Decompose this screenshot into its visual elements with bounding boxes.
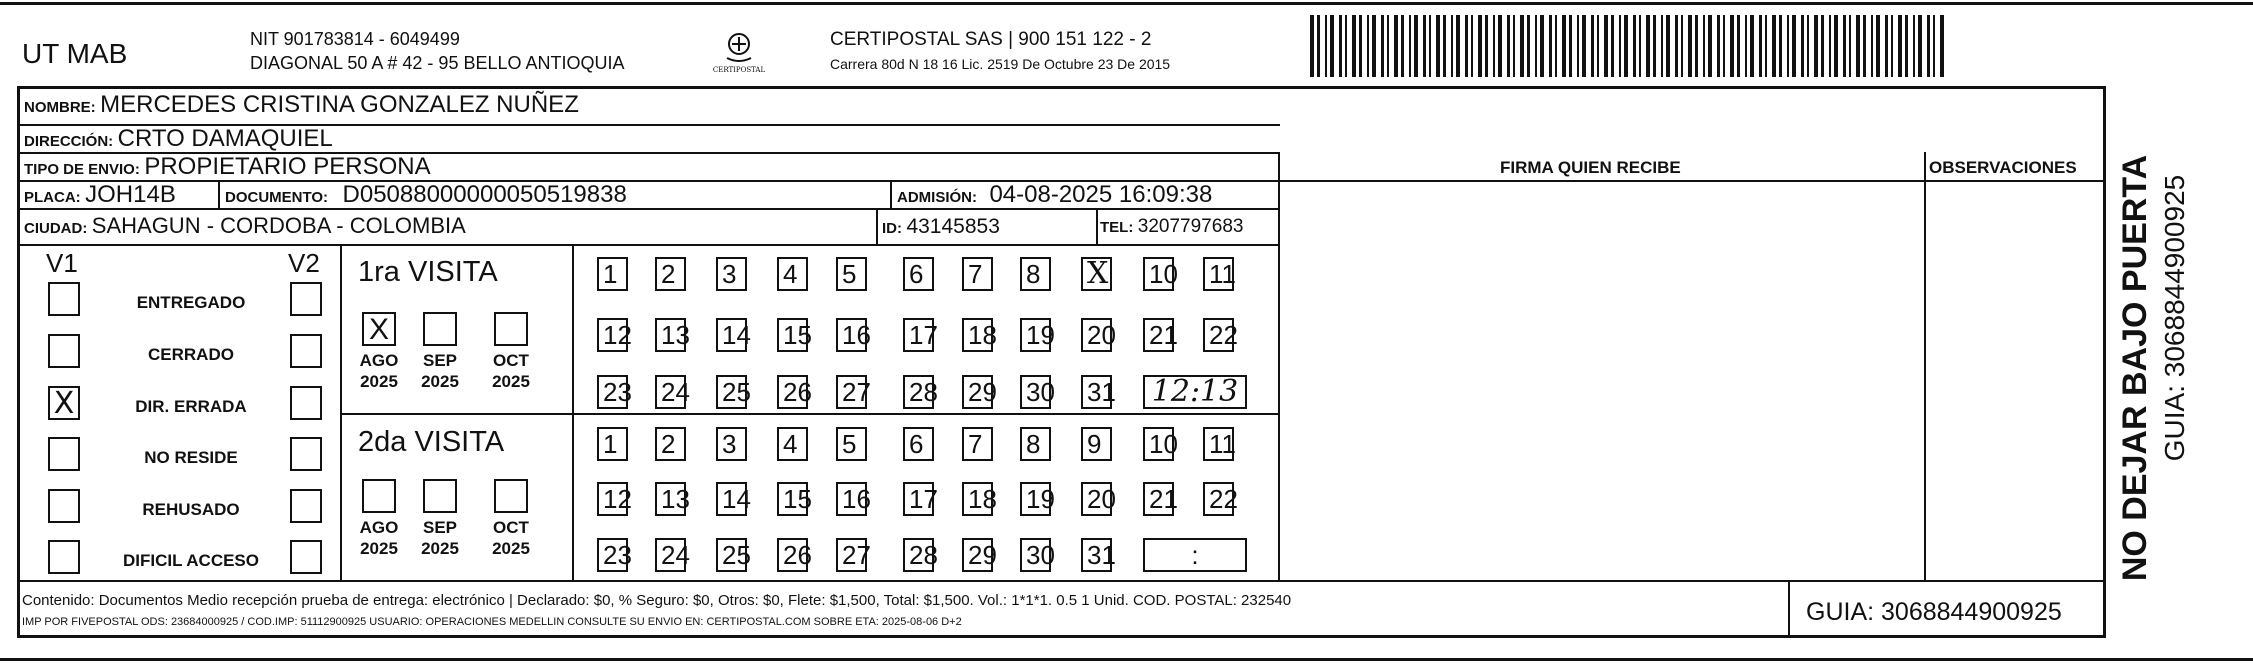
month-checkbox[interactable] [494, 312, 528, 346]
signature-header: FIRMA QUIEN RECIBE [1500, 158, 1681, 177]
year-label: 2025 [492, 539, 530, 558]
day-box[interactable]: 17 [903, 482, 934, 516]
visit-divider [572, 244, 574, 580]
footer-print-line: IMP POR FIVEPOSTAL ODS: 23684000925 / COD.IMP: 51112900925 USUARIO: OPERACIONES MEDELLIN CONSULTE SU ENVIO EN: CERTIPOSTAL.COM SOBRE ETA: 2025-08-06 D+2 [22, 616, 962, 628]
day-box[interactable]: 5 [836, 257, 867, 291]
certipostal-logo [710, 28, 768, 78]
month-label: OCT [493, 518, 529, 537]
admission-cell [897, 183, 1212, 207]
cell-divider [218, 180, 220, 208]
month-label: SEP [422, 518, 458, 537]
day-box[interactable]: 12 [597, 482, 628, 516]
v2-checkbox[interactable] [290, 540, 322, 574]
visit-separator [340, 413, 573, 415]
day-box[interactable]: 27 [836, 375, 867, 409]
day-box[interactable]: 17 [903, 318, 934, 352]
month-label: OCT [493, 351, 529, 370]
recipient-address: CRTO DAMAQUIEL [117, 125, 333, 152]
day-box[interactable]: 3 [716, 427, 747, 461]
v1-checkbox[interactable] [48, 437, 80, 471]
v1-checkbox[interactable]: X [48, 386, 80, 420]
logo-text: CERTIPOSTAL [712, 66, 766, 74]
day-box[interactable]: 8 [1020, 427, 1051, 461]
day-box[interactable]: 11 [1203, 427, 1234, 461]
address-row [24, 127, 333, 151]
day-box[interactable]: 30 [1020, 538, 1051, 572]
visit1-title: 1ra VISITA [358, 256, 498, 288]
day-box[interactable]: 4 [777, 427, 808, 461]
day-box[interactable]: 15 [777, 482, 808, 516]
status-label: REHUSADO [142, 500, 240, 519]
admission-label: ADMISIÓN: [897, 189, 977, 206]
day-box[interactable]: 18 [962, 318, 993, 352]
day-box[interactable]: 16 [836, 482, 867, 516]
day-box[interactable]: 19 [1020, 482, 1051, 516]
type-row [24, 155, 431, 179]
day-box[interactable]: 13 [655, 482, 686, 516]
row-divider [17, 244, 1280, 246]
year-label: 2025 [421, 372, 459, 391]
status-label: NO RESIDE [144, 448, 238, 467]
month-checkbox[interactable] [423, 312, 457, 346]
city-value: SAHAGUN - CORDOBA - COLOMBIA [91, 213, 466, 238]
v1-checkbox[interactable] [48, 282, 80, 316]
month-label: AGO [359, 518, 399, 537]
day-box[interactable]: 12 [597, 318, 628, 352]
carrier-line: CERTIPOSTAL SAS | 900 151 122 - 2 [830, 29, 1152, 50]
day-box[interactable]: 20 [1081, 482, 1112, 516]
bottom-rule [0, 658, 2253, 661]
id-cell [882, 216, 1000, 237]
footer-divider [17, 580, 2106, 582]
cell-divider [890, 180, 892, 208]
day-box[interactable]: 1 [597, 257, 628, 291]
v2-checkbox[interactable] [290, 334, 322, 368]
status-label: ENTREGADO [136, 293, 246, 312]
id-label: ID: [882, 220, 902, 237]
year-label: 2025 [492, 372, 530, 391]
day-box[interactable]: 31 [1081, 538, 1112, 572]
v2-checkbox[interactable] [290, 437, 322, 471]
shipment-type: PROPIETARIO PERSONA [144, 153, 431, 180]
day-box[interactable]: 26 [777, 538, 808, 572]
day-box[interactable]: 24 [655, 375, 686, 409]
day-box[interactable]: 22 [1203, 318, 1234, 352]
time-box[interactable]: 12:13 [1143, 375, 1247, 409]
year-label: 2025 [360, 372, 398, 391]
day-box[interactable]: 23 [597, 375, 628, 409]
barcode [1310, 15, 1950, 77]
top-rule [0, 2, 2253, 5]
day-box[interactable]: 7 [962, 427, 993, 461]
name-label: NOMBRE: [24, 99, 96, 116]
status-divider [340, 244, 342, 580]
day-box[interactable]: 10 [1143, 257, 1174, 291]
v1-checkbox[interactable] [48, 489, 80, 523]
v1-checkbox[interactable] [48, 540, 80, 574]
observations-left-border [1924, 152, 1926, 580]
day-box[interactable]: 29 [962, 375, 993, 409]
year-label: 2025 [360, 539, 398, 558]
v2-checkbox[interactable] [290, 282, 322, 316]
day-box[interactable]: 6 [903, 427, 934, 461]
day-box[interactable]: 28 [903, 538, 934, 572]
day-box[interactable]: 16 [836, 318, 867, 352]
type-label: TIPO DE ENVIO: [24, 161, 140, 178]
day-box[interactable]: 18 [962, 482, 993, 516]
id-value: 43145853 [906, 215, 1000, 238]
side-guide-number: GUIA: 3068844900925 [2159, 174, 2190, 462]
footer-guide-number: GUIA: 3068844900925 [1806, 598, 2062, 626]
day-box[interactable]: 5 [836, 427, 867, 461]
day-box[interactable]: 20 [1081, 318, 1112, 352]
month-checkbox[interactable] [362, 479, 396, 513]
tel-value: 3207797683 [1137, 216, 1244, 237]
observations-header: OBSERVACIONES [1929, 158, 2077, 177]
day-box[interactable]: 2 [655, 257, 686, 291]
month-checkbox[interactable] [423, 479, 457, 513]
day-box[interactable]: 31 [1081, 375, 1112, 409]
day-box[interactable]: 26 [777, 375, 808, 409]
address-label: DIRECCIÓN: [24, 133, 114, 150]
day-box[interactable]: 11 [1203, 257, 1234, 291]
plate-cell [24, 183, 176, 207]
day-box[interactable]: X [1081, 257, 1112, 291]
plate-label: PLACA: [24, 189, 81, 206]
license-line: Carrera 80d N 18 16 Lic. 2519 De Octubre 23 De 2015 [830, 56, 1171, 72]
city-cell [24, 215, 466, 237]
side-panel-border [2104, 86, 2106, 638]
day-box[interactable]: 29 [962, 538, 993, 572]
month-checkbox[interactable]: X [362, 312, 396, 346]
visit2-title: 2da VISITA [358, 426, 505, 458]
month-label: AGO [359, 351, 399, 370]
v1-checkbox[interactable] [48, 334, 80, 368]
v1-label: V1 [46, 248, 78, 278]
day-box[interactable]: 21 [1143, 482, 1174, 516]
day-box[interactable]: 30 [1020, 375, 1051, 409]
day-box[interactable]: 8 [1020, 257, 1051, 291]
status-label: DIR. ERRADA [135, 397, 247, 416]
day-box[interactable]: 19 [1020, 318, 1051, 352]
document-cell [225, 183, 627, 207]
visit-separator [572, 413, 1280, 415]
day-box[interactable]: 21 [1143, 318, 1174, 352]
nit-line: NIT 901783814 - 6049499 [250, 29, 460, 49]
day-box[interactable]: 22 [1203, 482, 1234, 516]
day-box[interactable]: 1 [597, 427, 628, 461]
status-label: DIFICIL ACCESO [122, 551, 259, 570]
day-box[interactable]: 23 [597, 538, 628, 572]
day-box[interactable]: 10 [1143, 427, 1174, 461]
day-box[interactable]: 15 [777, 318, 808, 352]
cell-divider [876, 208, 878, 244]
no-under-door-warning: NO DEJAR BAJO PUERTA [2116, 154, 2154, 582]
address-line: DIAGONAL 50 A # 42 - 95 BELLO ANTIOQUIA [250, 53, 625, 73]
row-divider [17, 208, 1280, 210]
tel-cell [1100, 217, 1243, 236]
day-box[interactable]: 14 [716, 318, 747, 352]
day-box[interactable]: 14 [716, 482, 747, 516]
day-box[interactable]: 24 [655, 538, 686, 572]
document-value: D05088000000050519838 [342, 181, 627, 208]
day-box[interactable]: 6 [903, 257, 934, 291]
day-box[interactable]: 28 [903, 375, 934, 409]
day-box[interactable]: 27 [836, 538, 867, 572]
v2-checkbox[interactable] [290, 386, 322, 420]
company-name: UT MAB [22, 38, 128, 69]
status-label: CERRADO [148, 345, 234, 364]
cell-divider [1096, 208, 1098, 244]
day-box[interactable]: 7 [962, 257, 993, 291]
name-row [24, 93, 579, 117]
tel-label: TEL: [1100, 219, 1134, 236]
day-box[interactable]: 25 [716, 538, 747, 572]
plate-value: JOH14B [85, 181, 176, 208]
recipient-name: MERCEDES CRISTINA GONZALEZ NUÑEZ [100, 91, 579, 118]
year-label: 2025 [421, 539, 459, 558]
time-box[interactable]: : [1143, 538, 1247, 572]
day-box[interactable]: 4 [777, 257, 808, 291]
document-label: DOCUMENTO: [225, 189, 329, 206]
day-box[interactable]: 3 [716, 257, 747, 291]
footer-content-line: Contenido: Documentos Medio recepción prueba de entrega: electrónico | Declarado: $0, % Seguro: $0, Otros: $0, Flete: $1,500, Total: $1,500. Vol.: 1*1*1. 0.5 1 Unid. COD. POSTAL: 232540 [22, 592, 1292, 609]
v2-label: V2 [288, 248, 320, 278]
v2-checkbox[interactable] [290, 489, 322, 523]
day-box[interactable]: 25 [716, 375, 747, 409]
day-box[interactable]: 2 [655, 427, 686, 461]
city-label: CIUDAD: [24, 220, 88, 237]
day-box[interactable]: 9 [1081, 427, 1112, 461]
month-checkbox[interactable] [494, 479, 528, 513]
signature-left-border [1278, 152, 1280, 580]
day-box[interactable]: 13 [655, 318, 686, 352]
footer-guide-divider [1788, 580, 1790, 638]
admission-value: 04-08-2025 16:09:38 [989, 181, 1213, 208]
month-label: SEP [422, 351, 458, 370]
